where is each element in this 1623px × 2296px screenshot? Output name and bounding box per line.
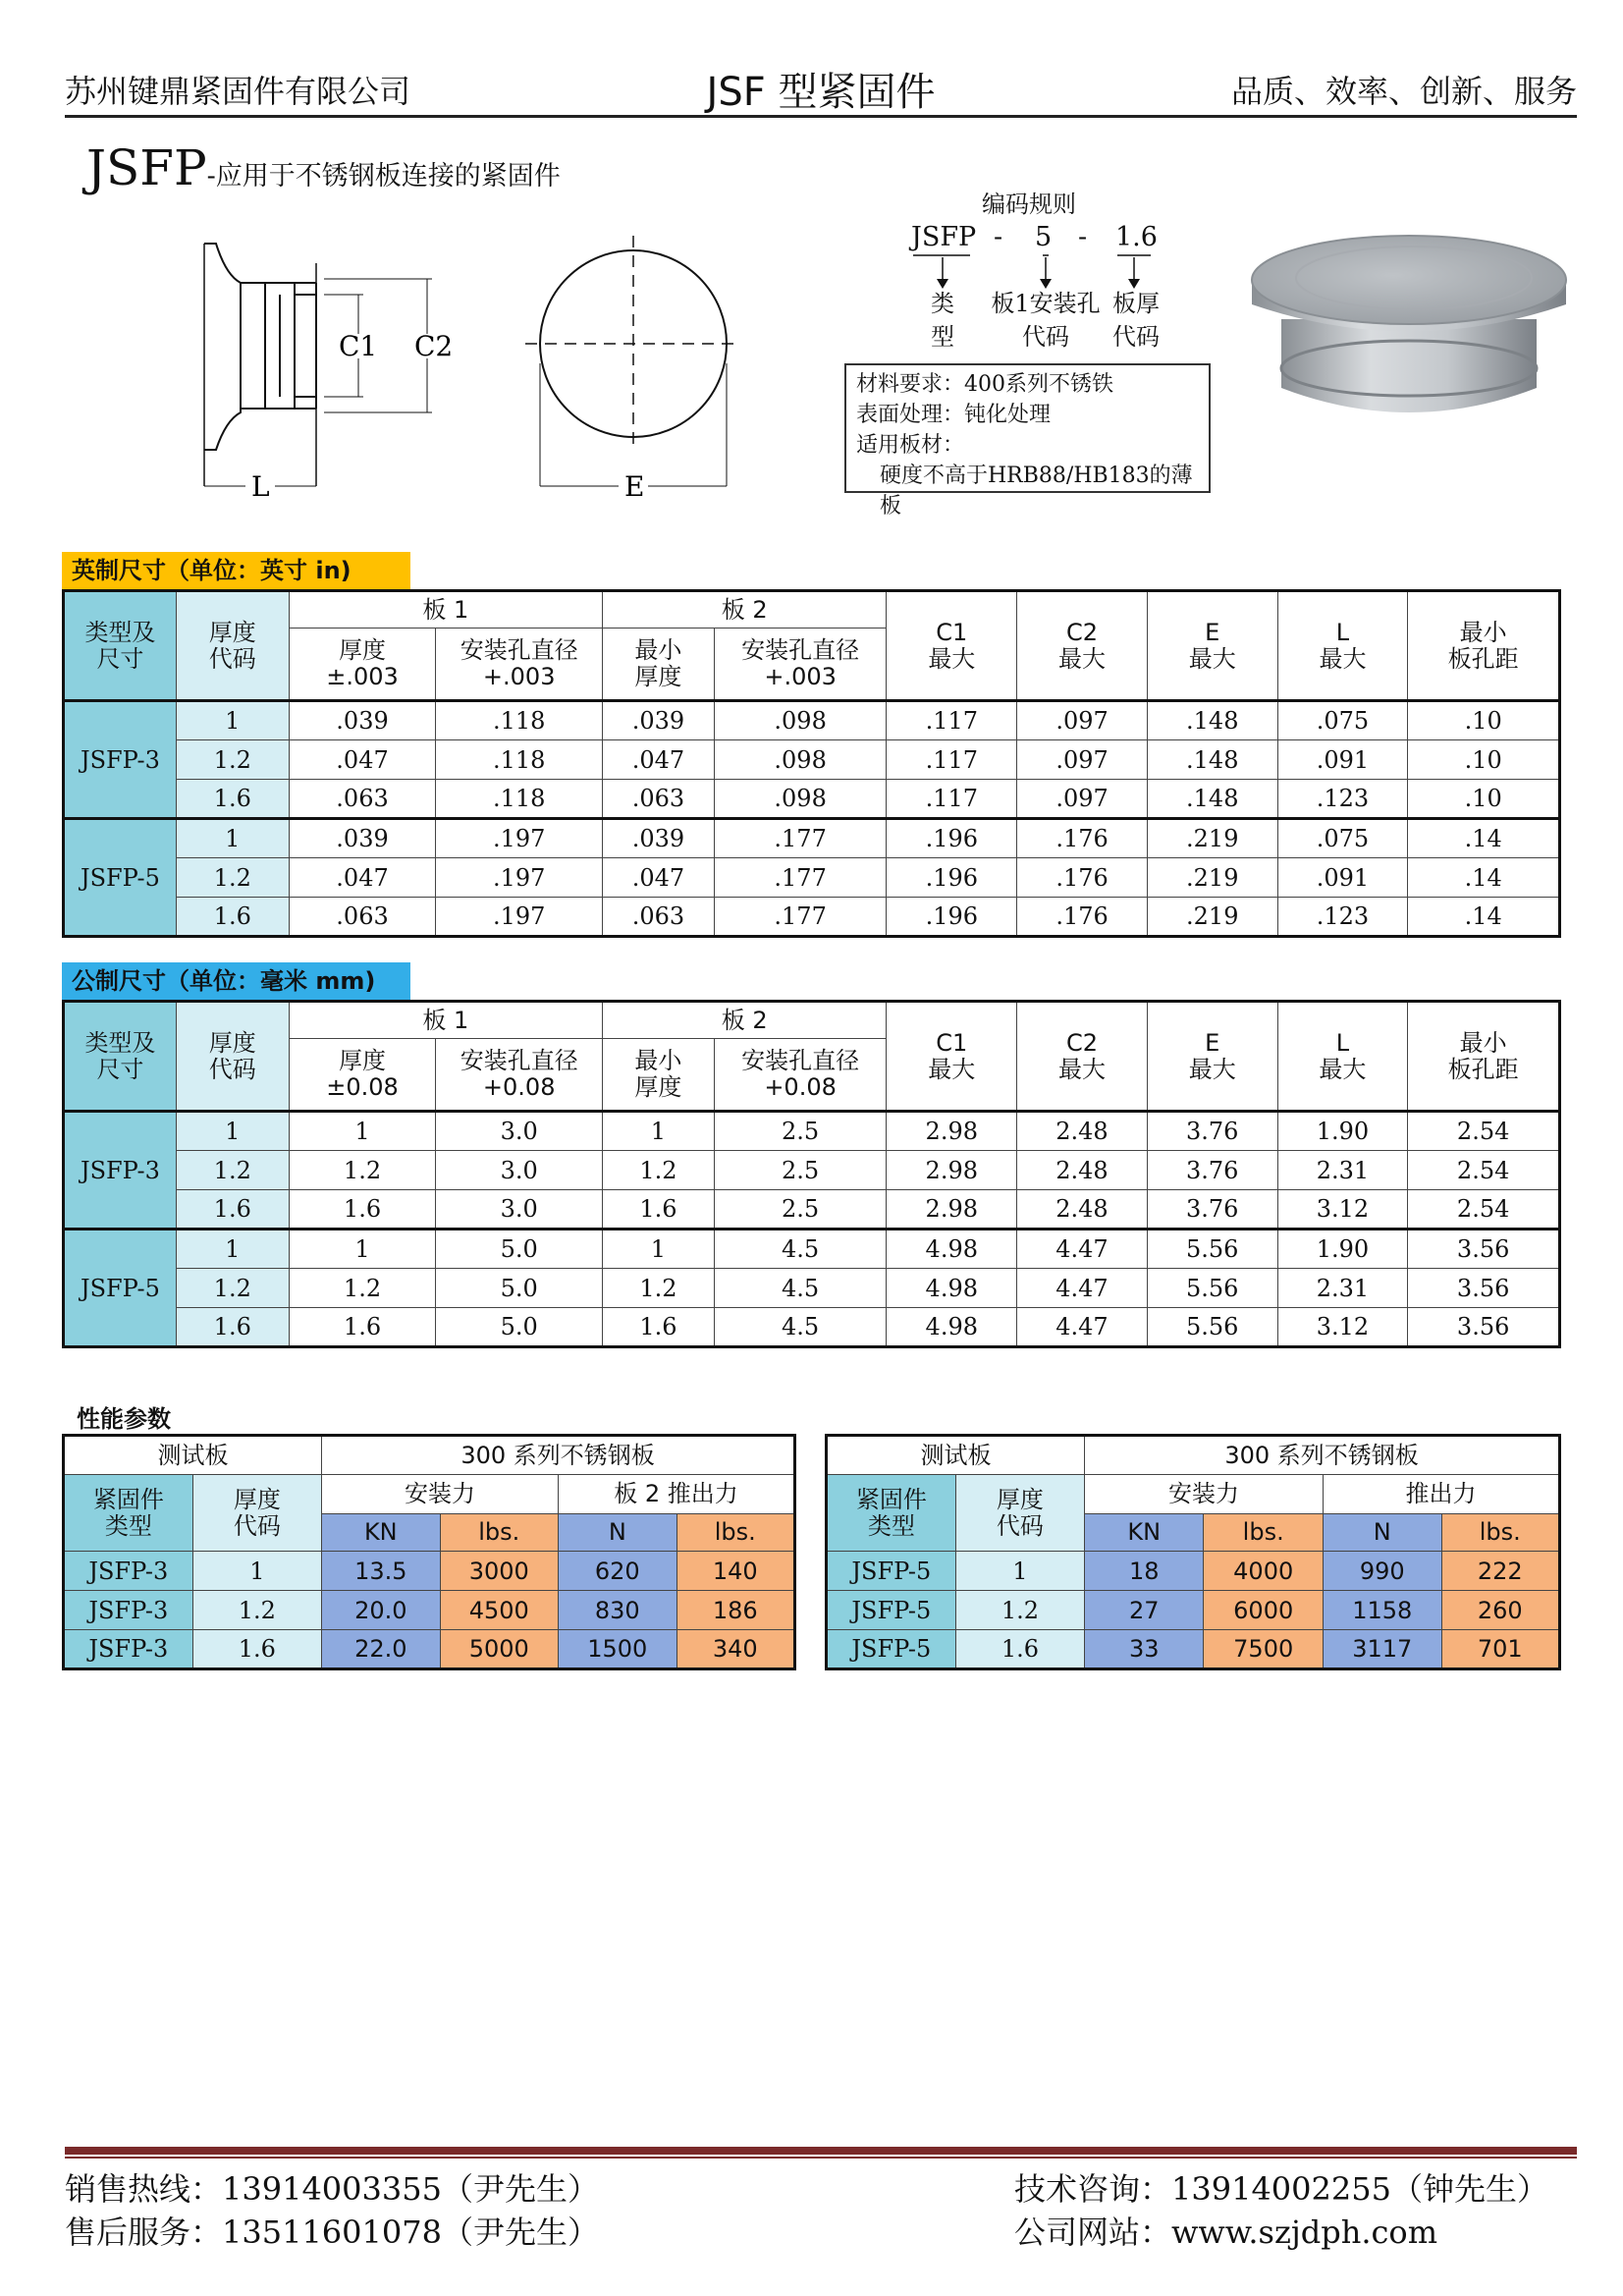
value-cell: .118 xyxy=(436,780,603,819)
value-cell: 4.47 xyxy=(1017,1308,1148,1347)
table-row xyxy=(64,1112,1560,1151)
install-force-kn-cell: 20.0 xyxy=(322,1591,440,1630)
table-row xyxy=(64,1591,795,1630)
col-header-thk-code: 厚度代码 xyxy=(176,591,289,701)
value-cell: .197 xyxy=(436,819,603,858)
unit-lbs: lbs. xyxy=(440,1514,559,1552)
value-cell: 2.31 xyxy=(1277,1151,1408,1190)
performance-table-jsfp5 xyxy=(825,1434,1561,1670)
value-cell: .117 xyxy=(887,740,1017,780)
col-header-install-force: 安装力 xyxy=(1085,1475,1324,1514)
value-cell: .14 xyxy=(1408,819,1560,858)
value-cell: .148 xyxy=(1147,740,1277,780)
value-cell: .197 xyxy=(436,898,603,937)
value-cell: 1 xyxy=(289,1230,436,1269)
value-cell: .063 xyxy=(603,898,715,937)
thickness-code-cell: 1.6 xyxy=(176,1190,289,1230)
test-plate-label: 测试板 xyxy=(827,1436,1085,1475)
col-header-fastener-type: 紧固件类型 xyxy=(827,1475,956,1552)
code-sep-1: - xyxy=(994,222,1003,252)
product-photo xyxy=(1242,221,1576,437)
col-header-c1: C1 最大 xyxy=(887,1002,1017,1112)
spec-material: 材料要求：400系列不锈铁 xyxy=(856,372,1113,397)
thickness-code-cell: 1.2 xyxy=(176,740,289,780)
value-cell: .098 xyxy=(714,780,887,819)
value-cell: 2.48 xyxy=(1017,1151,1148,1190)
thickness-code-cell: 1.2 xyxy=(176,1269,289,1308)
value-cell: 1.6 xyxy=(289,1308,436,1347)
col-header-type: 类型及尺寸 xyxy=(64,1002,177,1112)
value-cell: .219 xyxy=(1147,819,1277,858)
value-cell: 2.5 xyxy=(714,1151,887,1190)
value-cell: 1.2 xyxy=(289,1151,436,1190)
value-cell: 3.0 xyxy=(436,1190,603,1230)
col-header-e: E 最大 xyxy=(1147,1002,1277,1112)
install-force-lbs-cell: 5000 xyxy=(440,1630,559,1669)
value-cell: 1.90 xyxy=(1277,1112,1408,1151)
install-force-kn-cell: 33 xyxy=(1085,1630,1204,1669)
value-cell: 3.0 xyxy=(436,1112,603,1151)
spec-surface: 表面处理：钝化处理 xyxy=(856,403,1052,427)
value-cell: 1 xyxy=(603,1230,715,1269)
pushout-force-n-cell: 830 xyxy=(559,1591,677,1630)
col-header-c2: C2 最大 xyxy=(1017,1002,1148,1112)
value-cell: .047 xyxy=(603,858,715,898)
col-header-c2: C2 最大 xyxy=(1017,591,1148,701)
value-cell: .117 xyxy=(887,780,1017,819)
col-header-install-force: 安装力 xyxy=(322,1475,559,1514)
spec-hardness: 硬度不高于HRB88/HB183的薄板 xyxy=(880,464,1193,519)
value-cell: 4.98 xyxy=(887,1230,1017,1269)
company-name: 苏州键鼎紧固件有限公司 xyxy=(65,73,411,110)
value-cell: 1.6 xyxy=(603,1190,715,1230)
value-cell: .117 xyxy=(887,701,1017,740)
pushout-force-lbs-cell: 340 xyxy=(676,1630,794,1669)
value-cell: .063 xyxy=(603,780,715,819)
col-header-pushout-force: 推出力 xyxy=(1323,1475,1559,1514)
value-cell: .10 xyxy=(1408,780,1560,819)
value-cell: .075 xyxy=(1277,819,1408,858)
metric-size-table xyxy=(62,1000,1561,1348)
value-cell: 3.76 xyxy=(1147,1190,1277,1230)
thickness-code-cell: 1.6 xyxy=(955,1630,1084,1669)
fastener-type-cell: JSFP-3 xyxy=(64,701,177,819)
value-cell: .177 xyxy=(714,819,887,858)
value-cell: .10 xyxy=(1408,701,1560,740)
side-view xyxy=(204,244,432,486)
table-row xyxy=(64,740,1560,780)
col-header-e: E 最大 xyxy=(1147,591,1277,701)
value-cell: 5.56 xyxy=(1147,1308,1277,1347)
thickness-code-cell: 1.2 xyxy=(176,1151,289,1190)
col-header-l: L 最大 xyxy=(1277,1002,1408,1112)
table-row xyxy=(827,1591,1560,1630)
label-c2: C2 xyxy=(414,330,454,362)
value-cell: 4.47 xyxy=(1017,1269,1148,1308)
value-cell: .118 xyxy=(436,701,603,740)
value-cell: 2.5 xyxy=(714,1190,887,1230)
code-part-thickness: 1.6 xyxy=(1115,222,1158,252)
table-row xyxy=(64,1552,795,1591)
metric-body xyxy=(64,1112,1560,1347)
value-cell: 3.56 xyxy=(1408,1308,1560,1347)
model-description: -应用于不锈钢板连接的紧固件 xyxy=(206,161,561,191)
value-cell: 4.98 xyxy=(887,1308,1017,1347)
value-cell: .219 xyxy=(1147,898,1277,937)
table-row xyxy=(64,1308,1560,1347)
value-cell: .039 xyxy=(289,701,436,740)
value-cell: .177 xyxy=(714,898,887,937)
table-row xyxy=(64,858,1560,898)
value-cell: 1.2 xyxy=(289,1269,436,1308)
table-row xyxy=(64,1230,1560,1269)
label-c1: C1 xyxy=(339,330,378,362)
col-header-pushout-force: 板 2 推出力 xyxy=(559,1475,795,1514)
value-cell: .097 xyxy=(1017,740,1148,780)
col-header-p2-hole: 安装孔直径 +.003 xyxy=(714,629,887,701)
coding-rule-title: 编码规则 xyxy=(982,191,1076,218)
metric-section-label: 公制尺寸（单位：毫米 mm) xyxy=(62,962,410,1000)
model-name: JSFP xyxy=(86,139,207,196)
value-cell: 4.5 xyxy=(714,1308,887,1347)
imperial-section-label: 英制尺寸（单位：英寸 in) xyxy=(62,552,410,589)
value-cell: 1.6 xyxy=(289,1190,436,1230)
value-cell: .039 xyxy=(603,819,715,858)
table-row xyxy=(64,780,1560,819)
thickness-code-cell: 1 xyxy=(176,1112,289,1151)
unit-n: N xyxy=(1323,1514,1441,1552)
pushout-force-lbs-cell: 260 xyxy=(1441,1591,1559,1630)
pushout-force-lbs-cell: 186 xyxy=(676,1591,794,1630)
thickness-code-cell: 1.2 xyxy=(955,1591,1084,1630)
thickness-code-cell: 1 xyxy=(176,819,289,858)
value-cell: 2.98 xyxy=(887,1190,1017,1230)
technical-drawing xyxy=(187,216,756,511)
table-row xyxy=(64,1269,1560,1308)
label-l: L xyxy=(251,470,270,503)
install-force-kn-cell: 27 xyxy=(1085,1591,1204,1630)
thickness-code-cell: 1.2 xyxy=(176,858,289,898)
footer-divider xyxy=(65,2147,1577,2155)
imperial-size-table xyxy=(62,589,1561,938)
col-header-plate2: 板 2 xyxy=(603,591,887,629)
page-header xyxy=(65,61,1577,118)
imperial-body xyxy=(64,701,1560,937)
unit-lbs: lbs. xyxy=(676,1514,794,1552)
value-cell: .148 xyxy=(1147,701,1277,740)
thickness-code-cell: 1 xyxy=(176,1230,289,1269)
table-row xyxy=(64,819,1560,858)
value-cell: 2.54 xyxy=(1408,1151,1560,1190)
value-cell: .047 xyxy=(289,858,436,898)
value-cell: 3.76 xyxy=(1147,1151,1277,1190)
value-cell: .063 xyxy=(289,898,436,937)
pushout-force-n-cell: 1500 xyxy=(559,1630,677,1669)
col-header-p1-thk: 厚度 ±0.08 xyxy=(289,1039,436,1112)
code-label-thickness: 板厚 代码 xyxy=(1112,290,1160,351)
code-part-hole: 5 xyxy=(1035,222,1053,252)
thickness-code-cell: 1.6 xyxy=(176,898,289,937)
col-header-l: L 最大 xyxy=(1277,591,1408,701)
test-plate-value: 300 系列不锈钢板 xyxy=(1085,1436,1560,1475)
test-plate-label: 测试板 xyxy=(64,1436,322,1475)
value-cell: .176 xyxy=(1017,858,1148,898)
page-title xyxy=(86,139,561,196)
material-spec-box xyxy=(844,363,1211,519)
value-cell: 5.0 xyxy=(436,1308,603,1347)
performance-body-0 xyxy=(64,1552,795,1669)
unit-kn: KN xyxy=(1085,1514,1204,1552)
fastener-type-cell: JSFP-5 xyxy=(64,819,177,937)
pushout-force-n-cell: 620 xyxy=(559,1552,677,1591)
value-cell: 3.12 xyxy=(1277,1308,1408,1347)
value-cell: .219 xyxy=(1147,858,1277,898)
value-cell: 4.47 xyxy=(1017,1230,1148,1269)
fastener-type-cell: JSFP-5 xyxy=(827,1630,956,1669)
unit-lbs: lbs. xyxy=(1204,1514,1324,1552)
footer-website[interactable]: 公司网站：www.szjdph.com xyxy=(1014,2214,1438,2251)
value-cell: .176 xyxy=(1017,898,1148,937)
thickness-code-cell: 1.2 xyxy=(192,1591,321,1630)
value-cell: 3.0 xyxy=(436,1151,603,1190)
value-cell: 2.54 xyxy=(1408,1190,1560,1230)
col-header-type: 类型及尺寸 xyxy=(64,591,177,701)
code-part-type: JSFP xyxy=(911,222,977,252)
col-header-p1-thk: 厚度 ±.003 xyxy=(289,629,436,701)
value-cell: .097 xyxy=(1017,701,1148,740)
code-label-hole: 板1安装孔 代码 xyxy=(991,290,1101,351)
col-header-p2-min: 最小 厚度 xyxy=(603,629,715,701)
col-header-plate1: 板 1 xyxy=(289,591,602,629)
value-cell: 3.56 xyxy=(1408,1269,1560,1308)
value-cell: .097 xyxy=(1017,780,1148,819)
value-cell: .039 xyxy=(289,819,436,858)
footer-after-sales: 售后服务：13511601078（尹先生） xyxy=(65,2214,599,2251)
value-cell: 2.98 xyxy=(887,1112,1017,1151)
fastener-type-cell: JSFP-5 xyxy=(827,1552,956,1591)
unit-n: N xyxy=(559,1514,677,1552)
table-row xyxy=(64,898,1560,937)
pushout-force-lbs-cell: 140 xyxy=(676,1552,794,1591)
col-header-p1-hole: 安装孔直径 +.003 xyxy=(436,629,603,701)
fastener-type-cell: JSFP-3 xyxy=(64,1552,193,1591)
value-cell: .098 xyxy=(714,701,887,740)
value-cell: 1.2 xyxy=(603,1269,715,1308)
value-cell: 3.56 xyxy=(1408,1230,1560,1269)
col-header-p2-min: 最小 厚度 xyxy=(603,1039,715,1112)
fastener-type-cell: JSFP-5 xyxy=(827,1591,956,1630)
value-cell: .196 xyxy=(887,819,1017,858)
value-cell: .196 xyxy=(887,858,1017,898)
value-cell: .177 xyxy=(714,858,887,898)
install-force-lbs-cell: 4000 xyxy=(1204,1552,1324,1591)
value-cell: 2.48 xyxy=(1017,1112,1148,1151)
fastener-type-cell: JSFP-3 xyxy=(64,1591,193,1630)
value-cell: .063 xyxy=(289,780,436,819)
value-cell: .10 xyxy=(1408,740,1560,780)
performance-title: 性能参数 xyxy=(77,1405,171,1433)
value-cell: .047 xyxy=(603,740,715,780)
col-header-min-dist: 最小 板孔距 xyxy=(1408,1002,1560,1112)
install-force-lbs-cell: 7500 xyxy=(1204,1630,1324,1669)
value-cell: 3.76 xyxy=(1147,1112,1277,1151)
pushout-force-lbs-cell: 701 xyxy=(1441,1630,1559,1669)
table-row xyxy=(64,1630,795,1669)
table-row xyxy=(64,1190,1560,1230)
value-cell: .091 xyxy=(1277,858,1408,898)
value-cell: 2.54 xyxy=(1408,1112,1560,1151)
value-cell: 3.12 xyxy=(1277,1190,1408,1230)
install-force-kn-cell: 13.5 xyxy=(322,1552,440,1591)
value-cell: .148 xyxy=(1147,780,1277,819)
table-row xyxy=(827,1552,1560,1591)
fastener-type-cell: JSFP-3 xyxy=(64,1112,177,1230)
col-header-c1: C1 最大 xyxy=(887,591,1017,701)
install-force-lbs-cell: 3000 xyxy=(440,1552,559,1591)
value-cell: 4.5 xyxy=(714,1269,887,1308)
product-line-title: JSF 型紧固件 xyxy=(706,70,936,115)
label-e: E xyxy=(624,470,645,503)
col-header-thk-code: 厚度代码 xyxy=(176,1002,289,1112)
value-cell: 1.90 xyxy=(1277,1230,1408,1269)
company-slogan: 品质、效率、创新、服务 xyxy=(1230,73,1577,110)
value-cell: .039 xyxy=(603,701,715,740)
value-cell: .14 xyxy=(1408,858,1560,898)
value-cell: .176 xyxy=(1017,819,1148,858)
pushout-force-lbs-cell: 222 xyxy=(1441,1552,1559,1591)
value-cell: 2.31 xyxy=(1277,1269,1408,1308)
value-cell: .118 xyxy=(436,740,603,780)
install-force-kn-cell: 22.0 xyxy=(322,1630,440,1669)
value-cell: .047 xyxy=(289,740,436,780)
performance-body-1 xyxy=(827,1552,1560,1669)
value-cell: .123 xyxy=(1277,898,1408,937)
value-cell: 5.0 xyxy=(436,1269,603,1308)
table-row xyxy=(827,1630,1560,1669)
footer-tech-consult: 技术咨询：13914002255（钟先生） xyxy=(1014,2170,1548,2208)
col-header-plate2: 板 2 xyxy=(603,1002,887,1039)
code-sep-2: - xyxy=(1078,222,1088,252)
value-cell: 5.56 xyxy=(1147,1269,1277,1308)
col-header-fastener-type: 紧固件类型 xyxy=(64,1475,193,1552)
thickness-code-cell: 1.6 xyxy=(176,1308,289,1347)
col-header-plate1: 板 1 xyxy=(289,1002,602,1039)
value-cell: .091 xyxy=(1277,740,1408,780)
table-row xyxy=(64,1151,1560,1190)
value-cell: 2.5 xyxy=(714,1112,887,1151)
value-cell: 4.5 xyxy=(714,1230,887,1269)
value-cell: .123 xyxy=(1277,780,1408,819)
col-header-thk-code: 厚度代码 xyxy=(955,1475,1084,1552)
value-cell: 5.56 xyxy=(1147,1230,1277,1269)
value-cell: 1 xyxy=(289,1112,436,1151)
test-plate-value: 300 系列不锈钢板 xyxy=(322,1436,795,1475)
pushout-force-n-cell: 3117 xyxy=(1323,1630,1441,1669)
value-cell: 2.48 xyxy=(1017,1190,1148,1230)
value-cell: .196 xyxy=(887,898,1017,937)
thickness-code-cell: 1 xyxy=(955,1552,1084,1591)
value-cell: .075 xyxy=(1277,701,1408,740)
value-cell: 1 xyxy=(603,1112,715,1151)
thickness-code-cell: 1.6 xyxy=(176,780,289,819)
value-cell: .197 xyxy=(436,858,603,898)
unit-kn: KN xyxy=(322,1514,440,1552)
pushout-force-n-cell: 1158 xyxy=(1323,1591,1441,1630)
unit-lbs: lbs. xyxy=(1441,1514,1559,1552)
pushout-force-n-cell: 990 xyxy=(1323,1552,1441,1591)
col-header-min-dist: 最小 板孔距 xyxy=(1408,591,1560,701)
col-header-thk-code: 厚度代码 xyxy=(192,1475,321,1552)
footer-sales-hotline: 销售热线：13914003355（尹先生） xyxy=(65,2170,599,2208)
table-row xyxy=(64,701,1560,740)
col-header-p1-hole: 安装孔直径 +0.08 xyxy=(436,1039,603,1112)
spec-plate: 适用板材： xyxy=(856,433,965,458)
fastener-type-cell: JSFP-3 xyxy=(64,1630,193,1669)
thickness-code-cell: 1 xyxy=(192,1552,321,1591)
value-cell: 1.6 xyxy=(603,1308,715,1347)
install-force-kn-cell: 18 xyxy=(1085,1552,1204,1591)
performance-table-jsfp3 xyxy=(62,1434,796,1670)
install-force-lbs-cell: 6000 xyxy=(1204,1591,1324,1630)
footer-divider-thin xyxy=(65,2157,1577,2159)
thickness-code-cell: 1 xyxy=(176,701,289,740)
value-cell: 1.2 xyxy=(603,1151,715,1190)
top-view xyxy=(525,236,741,486)
fastener-type-cell: JSFP-5 xyxy=(64,1230,177,1347)
install-force-lbs-cell: 4500 xyxy=(440,1591,559,1630)
value-cell: 2.98 xyxy=(887,1151,1017,1190)
code-label-type: 类 型 xyxy=(931,290,954,351)
value-cell: .14 xyxy=(1408,898,1560,937)
col-header-p2-hole: 安装孔直径 +0.08 xyxy=(714,1039,887,1112)
value-cell: 4.98 xyxy=(887,1269,1017,1308)
thickness-code-cell: 1.6 xyxy=(192,1630,321,1669)
value-cell: 5.0 xyxy=(436,1230,603,1269)
value-cell: .098 xyxy=(714,740,887,780)
